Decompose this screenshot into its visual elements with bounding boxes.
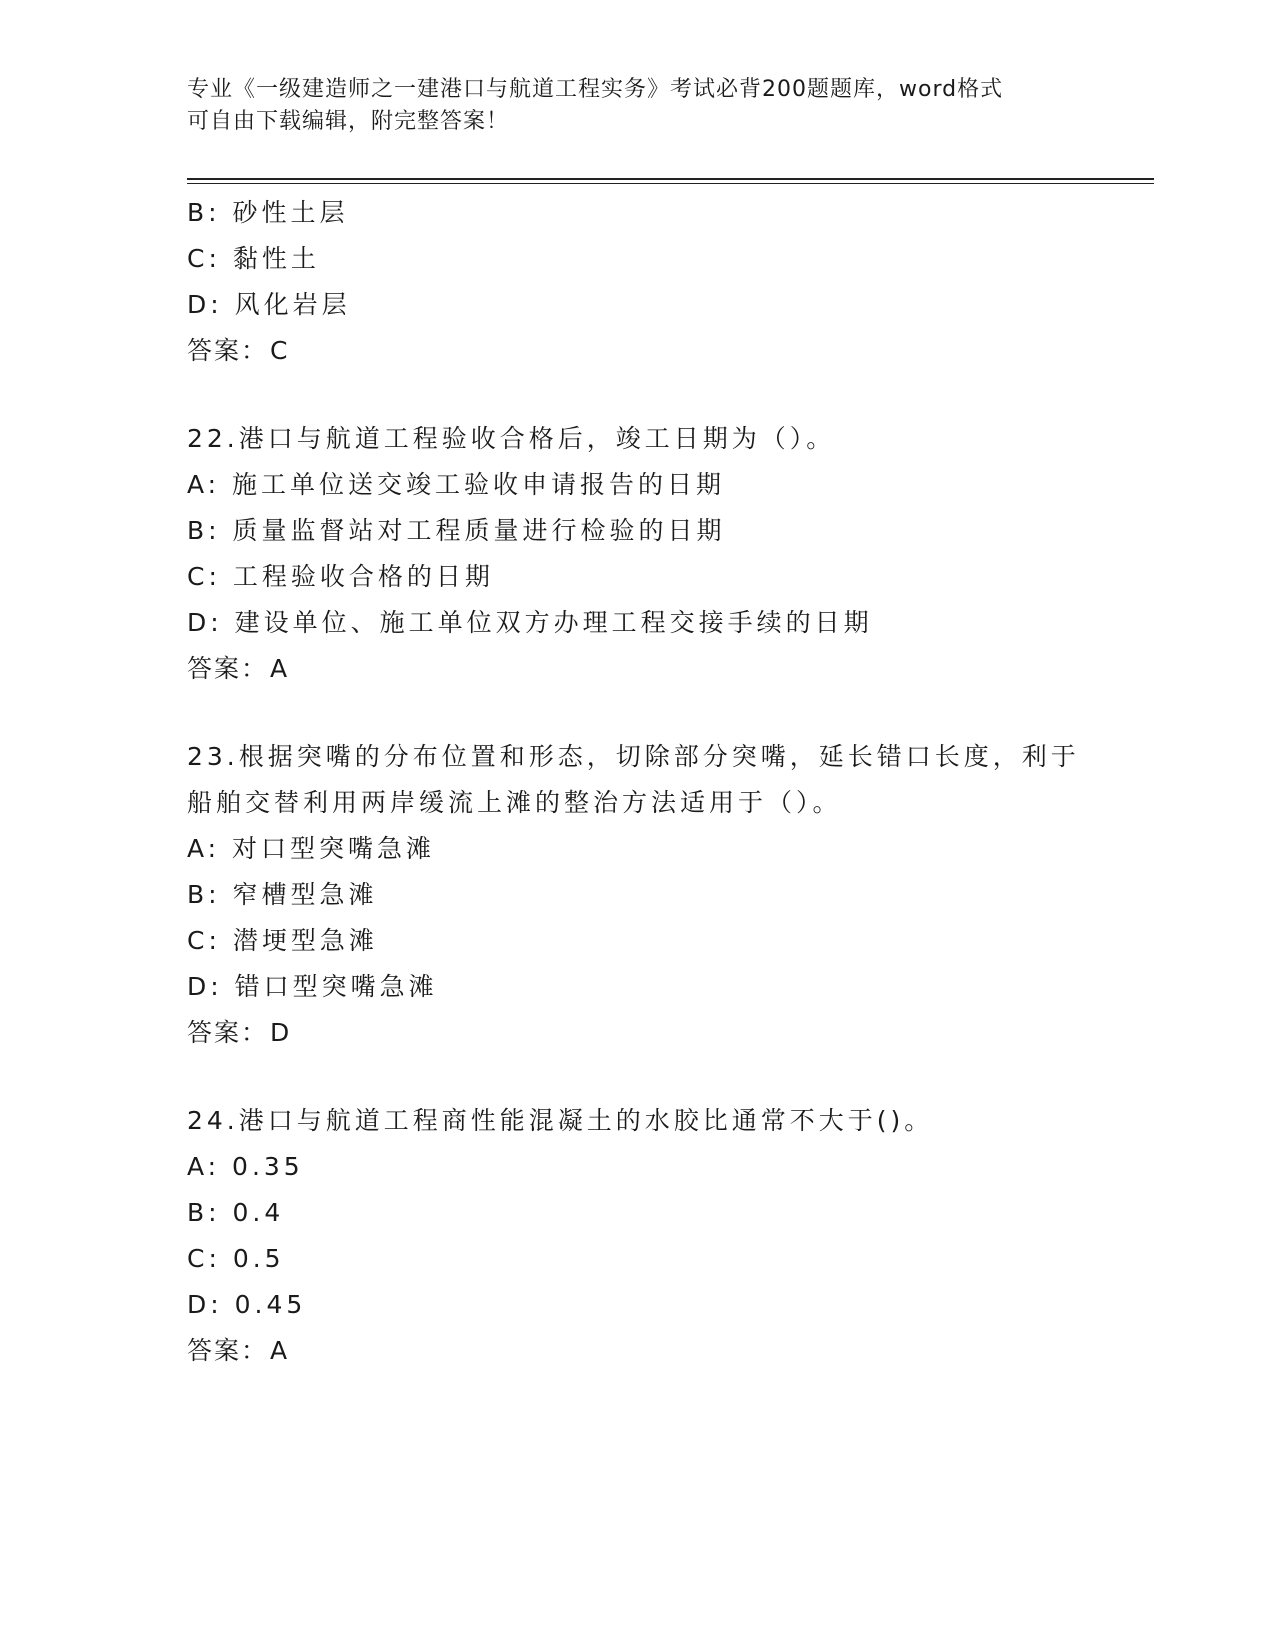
question-24	[187, 1098, 1147, 1374]
question-text-line-2: 船舶交替利用两岸缓流上滩的整治方法适用于（）。	[187, 788, 842, 817]
option-d: D: 错口型突嘴急滩	[187, 972, 438, 1001]
option-a: A: 施工单位送交竣工验收申请报告的日期	[187, 470, 726, 499]
header-line-1: 专业《一级建造师之一建港口与航道工程实务》考试必背200题题库，word格式	[187, 77, 1004, 102]
question-23	[187, 734, 1147, 1056]
answer-label: 答案：	[187, 1018, 269, 1047]
answer-line	[187, 1010, 1147, 1056]
option-b: B: 砂性土层	[187, 198, 349, 227]
option-c: C: 工程验收合格的日期	[187, 562, 494, 591]
option-a: A: 0.35	[187, 1152, 304, 1181]
document-header	[187, 74, 1087, 138]
option-c: C: 潜埂型急滩	[187, 926, 378, 955]
option-a: A: 对口型突嘴急滩	[187, 834, 436, 863]
header-divider-thick	[187, 178, 1154, 180]
question-text-line-1: 23.根据突嘴的分布位置和形态，切除部分突嘴，延长错口长度，利于	[187, 742, 1080, 771]
answer-value: A	[270, 654, 290, 683]
answer-value: A	[270, 1336, 290, 1365]
answer-line	[187, 328, 1147, 374]
answer-label: 答案：	[187, 654, 269, 683]
answer-line	[187, 1328, 1147, 1374]
option-b: B: 窄槽型急滩	[187, 880, 378, 909]
option-d: D: 建设单位、施工单位双方办理工程交接手续的日期	[187, 608, 873, 637]
option-c: C: 黏性土	[187, 244, 320, 273]
answer-line	[187, 646, 1147, 692]
question-22	[187, 416, 1147, 692]
answer-value: C	[270, 336, 290, 365]
question-text: 24.港口与航道工程商性能混凝土的水胶比通常不大于()。	[187, 1106, 934, 1135]
option-b: B: 0.4	[187, 1198, 285, 1227]
option-b: B: 质量监督站对工程质量进行检验的日期	[187, 516, 726, 545]
answer-label: 答案：	[187, 336, 269, 365]
option-c: C: 0.5	[187, 1244, 285, 1273]
answer-value: D	[270, 1018, 292, 1047]
question-21-partial	[187, 190, 1147, 374]
option-d: D: 风化岩层	[187, 290, 351, 319]
question-text: 22.港口与航道工程验收合格后，竣工日期为（）。	[187, 424, 836, 453]
header-line-2: 可自由下载编辑，附完整答案！	[187, 109, 510, 134]
header-divider-thin	[187, 183, 1154, 184]
answer-label: 答案：	[187, 1336, 269, 1365]
document-body	[187, 190, 1147, 1416]
option-d: D: 0.45	[187, 1290, 307, 1319]
